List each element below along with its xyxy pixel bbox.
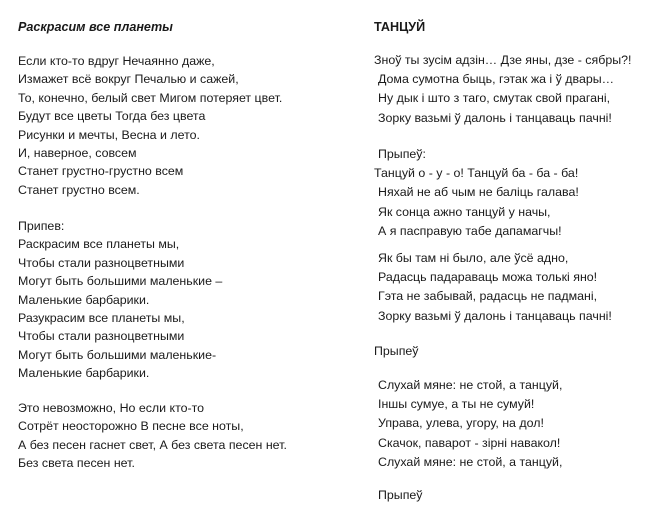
- lyric-line: Зноў ты зусім адзін… Дзе яны, дзе - сябры?!: [374, 53, 632, 67]
- lyric-line: Измажет всё вокруг Печалью и сажей,: [18, 72, 239, 87]
- left-chorus: [18, 217, 222, 383]
- lyric-line: Будут все цветы Тогда без цвета: [18, 109, 206, 124]
- lyric-line: Зорку вазьмі ў далонь і танцаваць пачні!: [378, 308, 612, 323]
- right-verse-1: [374, 51, 631, 128]
- lyric-line: Маленькие барбарики.: [18, 366, 150, 381]
- right-song-title: ТАНЦУЙ: [374, 20, 426, 34]
- lyric-line: Могут быть большими маленькие-: [18, 347, 217, 362]
- lyric-line: Ну дык і што з таго, смутак свой прагані,: [378, 91, 611, 106]
- lyric-line: Прыпеў: [374, 344, 419, 358]
- lyric-line: Станет грустно всем.: [18, 182, 140, 197]
- lyric-line: А я пасправую табе дапамагчы!: [378, 223, 562, 238]
- lyric-line: Чтобы стали разноцветными: [18, 255, 185, 270]
- right-verse-2: [374, 249, 612, 326]
- lyric-line: Як сонца ажно танцуй у начы,: [378, 204, 551, 219]
- left-verse-1: [18, 52, 282, 199]
- lyric-line: А без песен гаснет свет, А без света песен нет.: [18, 437, 287, 452]
- lyric-line: Іншы сумуе, а ты не сумуй!: [378, 397, 535, 412]
- lyric-line: Без света песен нет.: [18, 456, 135, 471]
- lyric-line: Могут быть большими маленькие –: [18, 274, 223, 289]
- lyric-line: Прыпеў:: [378, 147, 426, 161]
- right-chorus-ref-2: [374, 486, 423, 505]
- lyric-line: Радасць падараваць можа толькі яно!: [378, 270, 598, 285]
- left-song-title: Раскрасим все планеты: [18, 20, 173, 34]
- lyric-line: Сотрёт неосторожно В песне все ноты,: [18, 419, 244, 434]
- lyric-line: Рисунки и мечты, Весна и лето.: [18, 127, 200, 142]
- lyric-line: То, конечно, белый свет Мигом потеряет цвет.: [18, 90, 283, 105]
- left-verse-2: [18, 399, 287, 473]
- lyric-line: Управа, улева, угору, на дол!: [378, 416, 544, 431]
- lyric-line: Слухай мяне: не стой, а танцуй,: [378, 454, 563, 469]
- lyric-line: Гэта не забывай, радасць не падмані,: [378, 289, 598, 304]
- lyric-line: Як бы там ні было, але ўсё адно,: [378, 251, 569, 265]
- lyric-line: Станет грустно-грустно всем: [18, 164, 184, 179]
- lyric-line: Дома сумотна быць, гэтак жа і ў двары…: [378, 72, 615, 87]
- lyric-line: Скачок, паварот - зірні навакол!: [378, 435, 561, 450]
- right-verse-3: [374, 376, 562, 472]
- lyric-line: Чтобы стали разноцветными: [18, 329, 185, 344]
- lyric-line: Няхай не аб чым не баліць галава!: [378, 185, 579, 200]
- right-chorus-ref-1: [374, 342, 419, 361]
- lyric-line: Разукрасим все планеты мы,: [18, 310, 185, 325]
- lyric-line: Прыпеў: [378, 488, 423, 502]
- lyric-line: Танцуй о - у - о! Танцуй ба - ба - ба!: [374, 166, 579, 181]
- right-chorus: [374, 145, 579, 241]
- lyric-line: Припев:: [18, 219, 65, 233]
- lyric-line: Маленькие барбарики.: [18, 292, 150, 307]
- lyric-line: Слухай мяне: не стой, а танцуй,: [378, 378, 563, 392]
- lyric-line: Если кто-то вдруг Нечаянно даже,: [18, 54, 215, 68]
- lyric-line: Зорку вазьмі ў далонь і танцаваць пачні!: [378, 110, 612, 125]
- lyric-line: И, наверное, совсем: [18, 145, 137, 160]
- lyric-line: Это невозможно, Но если кто-то: [18, 401, 205, 415]
- lyric-line: Раскрасим все планеты мы,: [18, 237, 180, 252]
